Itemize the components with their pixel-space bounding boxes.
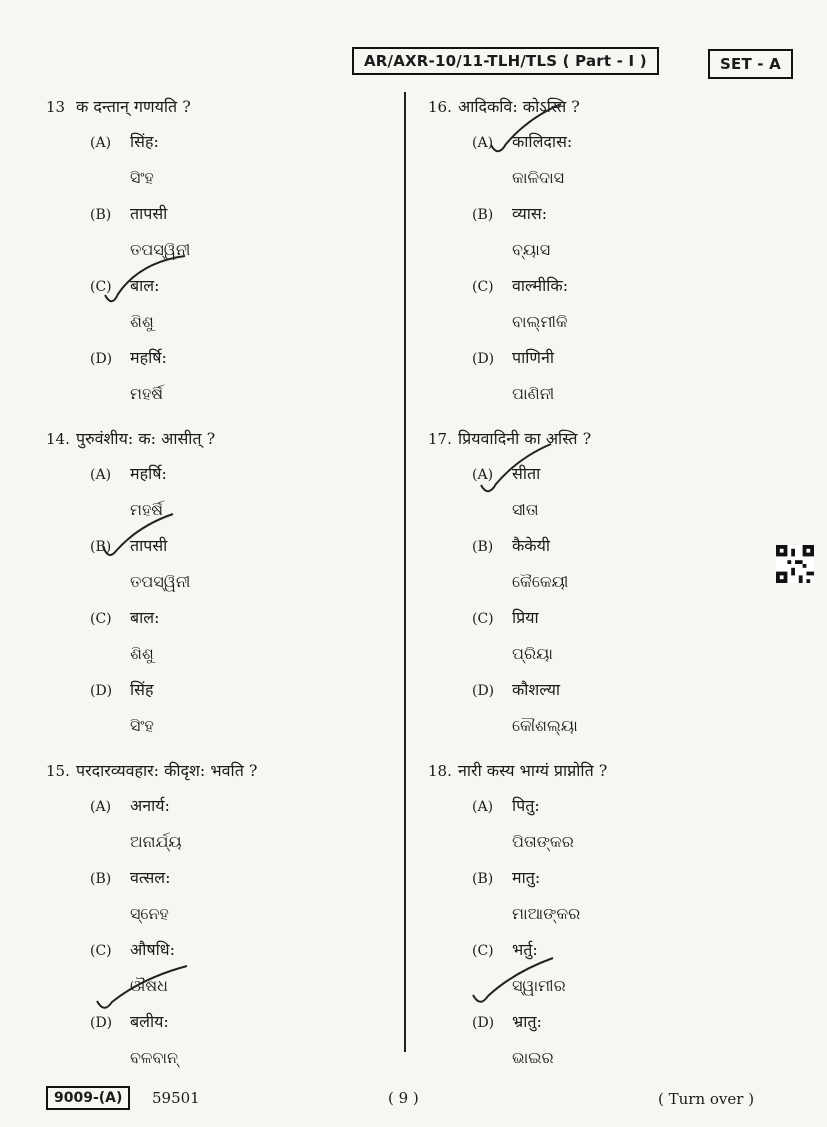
option-sanskrit: औषधि: bbox=[130, 940, 175, 959]
option-key: (A) bbox=[472, 467, 494, 483]
option-odia: ସ୍ନେହ bbox=[130, 904, 169, 923]
option-sanskrit: सीता bbox=[512, 464, 541, 483]
question-number: 18. bbox=[428, 762, 452, 780]
option-sanskrit: महर्षि: bbox=[130, 348, 167, 367]
question-16 bbox=[428, 90, 788, 412]
option-key: (C) bbox=[472, 279, 494, 295]
question-number: 17. bbox=[428, 430, 452, 448]
footer-code-box bbox=[46, 1086, 130, 1110]
question-number: 16. bbox=[428, 98, 452, 116]
option-sanskrit: कौशल्या bbox=[512, 680, 561, 699]
question-text: नारी कस्य भाग्यं प्राप्नोति ? bbox=[458, 761, 608, 780]
option-key: (A) bbox=[90, 135, 112, 151]
option-b[interactable] bbox=[472, 196, 788, 268]
option-sanskrit: तापसी bbox=[130, 204, 168, 223]
tick-mark-icon bbox=[468, 950, 558, 1010]
option-odia: ସୀତା bbox=[512, 500, 539, 519]
option-key: (C) bbox=[90, 279, 112, 295]
option-d[interactable] bbox=[472, 1004, 788, 1076]
question-text: आदिकवि: कोऽस्ति ? bbox=[458, 97, 580, 116]
option-odia: କୌଶଲ୍ୟା bbox=[512, 716, 578, 735]
left-column bbox=[46, 90, 406, 1086]
option-key: (B) bbox=[90, 871, 112, 887]
option-odia: ବ୍ୟାସ bbox=[512, 240, 551, 259]
option-sanskrit: तापसी bbox=[130, 536, 168, 555]
option-d[interactable] bbox=[90, 672, 406, 744]
option-b[interactable] bbox=[472, 528, 788, 600]
option-key: (D) bbox=[90, 1015, 113, 1031]
set-label: SET - A bbox=[720, 55, 781, 73]
option-odia: ତପସ୍ୱିନୀ bbox=[130, 572, 191, 591]
option-odia: ସିଂହ bbox=[130, 716, 154, 735]
option-key: (C) bbox=[472, 611, 494, 627]
turn-over-label: ( Turn over ) bbox=[658, 1090, 755, 1108]
option-key: (C) bbox=[90, 943, 112, 959]
option-key: (D) bbox=[472, 683, 495, 699]
option-c[interactable] bbox=[472, 268, 788, 340]
option-d[interactable] bbox=[472, 340, 788, 412]
option-key: (B) bbox=[90, 207, 112, 223]
option-c[interactable] bbox=[90, 600, 406, 672]
option-b[interactable] bbox=[90, 860, 406, 932]
option-odia: ପ୍ରିୟା bbox=[512, 644, 553, 663]
option-sanskrit: सिंह bbox=[130, 680, 154, 699]
option-odia: କାଳିଦାସ bbox=[512, 168, 565, 187]
option-sanskrit: बलीय: bbox=[130, 1012, 169, 1031]
footer-serial: 59501 bbox=[152, 1089, 200, 1107]
option-d[interactable] bbox=[90, 340, 406, 412]
option-key: (A) bbox=[472, 799, 494, 815]
option-key: (B) bbox=[90, 539, 112, 555]
question-number: 14. bbox=[46, 430, 70, 448]
tick-mark-icon bbox=[92, 956, 192, 1016]
option-key: (D) bbox=[90, 351, 113, 367]
option-a[interactable] bbox=[472, 788, 788, 860]
option-key: (C) bbox=[472, 943, 494, 959]
option-sanskrit: भ्रातु: bbox=[512, 1012, 542, 1031]
tick-mark-icon bbox=[100, 250, 190, 310]
option-sanskrit: सिंह: bbox=[130, 132, 159, 151]
question-text: पुरुवंशीय: क: आसीत् ? bbox=[76, 429, 216, 448]
option-odia: ବାଲ୍ମୀକି bbox=[512, 312, 568, 331]
question-number: 15. bbox=[46, 762, 70, 780]
option-key: (A) bbox=[472, 135, 494, 151]
set-box bbox=[708, 49, 793, 79]
question-text: क दन्तान् गणयति ? bbox=[76, 97, 191, 116]
option-sanskrit: वत्सल: bbox=[130, 868, 171, 887]
question-14 bbox=[46, 422, 406, 744]
option-odia: କୈକେୟୀ bbox=[512, 572, 569, 591]
tick-mark-icon bbox=[98, 506, 178, 566]
option-sanskrit: बाल: bbox=[130, 276, 160, 295]
option-odia: ମହର୍ଷି bbox=[130, 500, 164, 519]
option-a[interactable] bbox=[90, 788, 406, 860]
option-d[interactable] bbox=[472, 672, 788, 744]
option-odia: ସିଂହ bbox=[130, 168, 154, 187]
option-sanskrit: अनार्य: bbox=[130, 796, 170, 815]
option-odia: ମହର୍ଷି bbox=[130, 384, 164, 403]
option-odia: ତପସ୍ୱିନୀ bbox=[130, 240, 191, 259]
option-c[interactable] bbox=[472, 600, 788, 672]
option-key: (D) bbox=[472, 1015, 495, 1031]
option-odia: ମାଆଙ୍କର bbox=[512, 904, 581, 923]
option-odia: ଭାଇର bbox=[512, 1048, 554, 1067]
question-text: प्रियवादिनी का अस्ति ? bbox=[458, 429, 592, 448]
option-odia: ଶିଶୁ bbox=[130, 312, 154, 331]
question-text: परदारव्यवहार: कीदृश: भवति ? bbox=[76, 761, 258, 780]
option-key: (B) bbox=[472, 871, 494, 887]
page-number: ( 9 ) bbox=[388, 1089, 419, 1107]
option-sanskrit: पाणिनी bbox=[512, 348, 554, 367]
option-key: (A) bbox=[90, 799, 112, 815]
question-18 bbox=[428, 754, 788, 1076]
option-a[interactable] bbox=[90, 124, 406, 196]
footer-code: 9009-(A) bbox=[54, 1090, 123, 1106]
option-sanskrit: वाल्मीकि: bbox=[512, 276, 569, 295]
option-key: (D) bbox=[472, 351, 495, 367]
option-sanskrit: प्रिया bbox=[512, 608, 539, 627]
option-sanskrit: कालिदास: bbox=[512, 132, 573, 151]
option-sanskrit: भर्तु: bbox=[512, 940, 538, 959]
option-key: (B) bbox=[472, 539, 494, 555]
option-key: (C) bbox=[90, 611, 112, 627]
option-sanskrit: मातु: bbox=[512, 868, 541, 887]
question-number: 13 bbox=[46, 98, 66, 116]
paper-code-box bbox=[352, 47, 659, 75]
option-key: (D) bbox=[90, 683, 113, 699]
option-odia: ଔଷଧ bbox=[130, 976, 168, 995]
option-odia: ବଳବାନ୍ bbox=[130, 1048, 179, 1067]
qr-code-icon bbox=[776, 545, 814, 583]
option-sanskrit: बाल: bbox=[130, 608, 160, 627]
option-odia: ପିତାଙ୍କର bbox=[512, 832, 574, 851]
option-odia: ଶିଶୁ bbox=[130, 644, 154, 663]
option-key: (B) bbox=[472, 207, 494, 223]
right-column bbox=[428, 90, 788, 1086]
option-odia: ପାଣିନୀ bbox=[512, 384, 555, 403]
option-sanskrit: महर्षि: bbox=[130, 464, 167, 483]
tick-mark-icon bbox=[486, 100, 566, 160]
option-key: (A) bbox=[90, 467, 112, 483]
option-sanskrit: व्यास: bbox=[512, 204, 548, 223]
option-odia: ସ୍ୱାମୀର bbox=[512, 976, 566, 995]
option-odia: ଅନାର୍ଯ୍ୟ bbox=[130, 832, 182, 851]
tick-mark-icon bbox=[476, 440, 556, 500]
option-sanskrit: पितु: bbox=[512, 796, 540, 815]
paper-code: AR/AXR-10/11-TLH/TLS ( Part - I ) bbox=[364, 52, 647, 70]
question-15 bbox=[46, 754, 406, 1076]
option-b[interactable] bbox=[472, 860, 788, 932]
option-sanskrit: कैकेयी bbox=[512, 536, 551, 555]
